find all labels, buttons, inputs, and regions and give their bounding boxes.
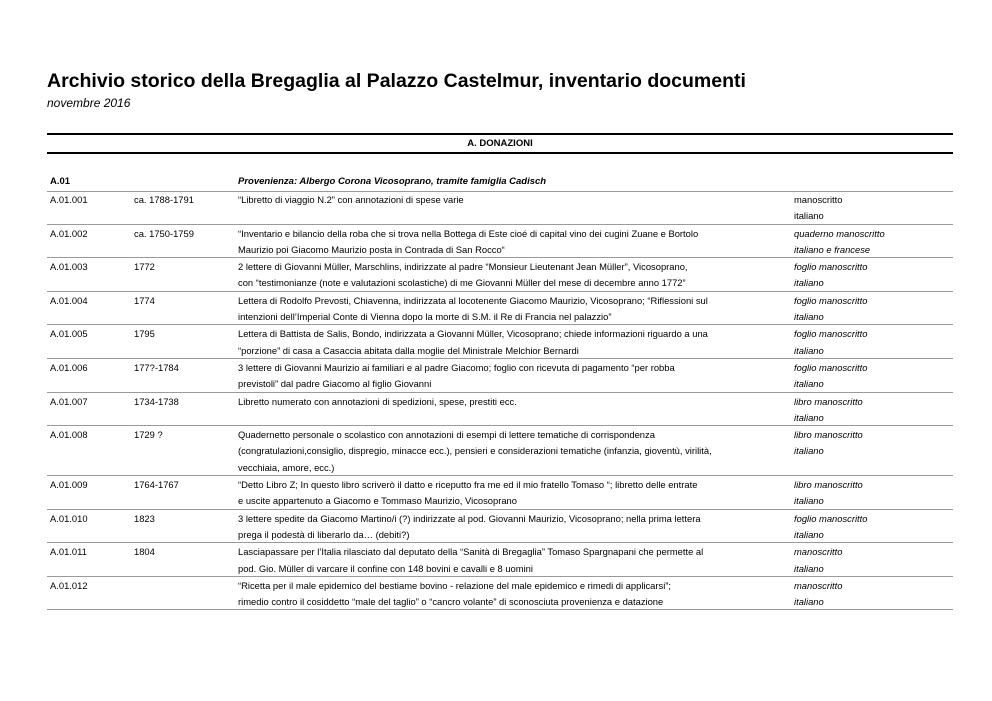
item-code: A.01.011 [50, 546, 87, 558]
item-description [238, 226, 786, 259]
item-type-language [794, 477, 954, 510]
item-type-language [794, 259, 954, 292]
item-language: italiano [794, 277, 824, 289]
item-code: A.01.008 [50, 429, 88, 441]
description-line: Lettera di Battista de Salis, Bondo, indirizzata a Giovanni Müller, Vicosoprano; chiede informazioni riguardo a una [238, 328, 708, 340]
item-type-language [794, 578, 954, 611]
item-description [238, 394, 786, 410]
description-line: e uscite appartenuto a Giacomo e Tommaso Maurizio, Vicosoprano [238, 495, 517, 507]
table-row [47, 543, 953, 577]
item-language: italiano [794, 411, 824, 423]
table-row [47, 292, 953, 326]
item-language: italiano [794, 344, 824, 356]
item-type: foglio manoscritto [794, 294, 868, 306]
inventory-table [47, 191, 953, 610]
description-line: previstoli” dal padre Giacomo al figlio Giovanni [238, 378, 432, 390]
item-date: ca. 1750-1759 [134, 227, 194, 239]
description-line: prega il podestà di liberarlo da… (debiti?) [238, 528, 410, 540]
table-row [47, 476, 953, 510]
item-type: libro manoscritto [794, 429, 863, 441]
item-description [238, 192, 786, 208]
section-header: A. DONAZIONI [47, 133, 953, 154]
document-subtitle: novembre 2016 [47, 96, 131, 110]
item-type-language [794, 394, 954, 427]
item-type: manoscritto [794, 194, 843, 205]
item-type-language [794, 360, 954, 393]
item-code: A.01.012 [50, 579, 88, 591]
item-code: A.01.003 [50, 261, 88, 273]
item-type: manoscritto [794, 579, 843, 591]
item-language: italiano [794, 528, 824, 540]
item-description [238, 427, 786, 476]
item-type-language [794, 326, 954, 359]
description-line: “Libretto di viaggio N.2” con annotazioni di spese varie [238, 194, 464, 205]
item-date: 1823 [134, 512, 155, 524]
group-header [47, 174, 953, 192]
table-row [47, 359, 953, 393]
item-description [238, 544, 786, 577]
item-language: italiano [794, 311, 824, 323]
item-description [238, 326, 786, 359]
description-line: Quadernetto personale o scolastico con annotazioni di esempi di lettere tematiche di corrispondenza [238, 429, 655, 441]
description-line: “Inventario e bilancio della roba che si trova nella Bottega di Este cioé di capital vino dei cugini Zuane e Bortolo [238, 227, 699, 239]
description-line: “porzione” di casa a Casaccia abitata dalla moglie del Ministrale Melchior Bernardi [238, 344, 579, 356]
item-type: libro manoscritto [794, 479, 863, 491]
item-type: foglio manoscritto [794, 328, 868, 340]
item-type-language [794, 192, 954, 225]
group-provenance: Provenienza: Albergo Corona Vicosoprano, tramite famiglia Cadisch [238, 176, 547, 187]
item-type: quaderno manoscritto [794, 227, 885, 239]
item-language: italiano [794, 596, 824, 608]
table-row [47, 426, 953, 476]
item-type: manoscritto [794, 546, 843, 558]
item-date: 177?-1784 [134, 361, 179, 373]
description-line: rimedio contro il cosiddetto “male del taglio” o “cancro volante” di sconosciuta provenienza e datazione [238, 596, 664, 608]
item-description [238, 360, 786, 393]
item-type-language [794, 544, 954, 577]
description-line: Maurizio poi Giacomo Maurizio posta in Contrada di San Rocco“ [238, 243, 505, 255]
item-code: A.01.004 [50, 294, 88, 306]
item-code: A.01.002 [50, 227, 88, 239]
item-type: libro manoscritto [794, 395, 863, 407]
item-type-language [794, 427, 954, 460]
description-line: “Ricetta per il male epidemico del bestiame bovino - relazione del male epidemico e rimedi di applicarsi”; [238, 579, 672, 591]
item-date: 1764-1767 [134, 479, 179, 491]
description-line: Lettera di Rodolfo Prevosti, Chiavenna, indirizzata al locotenente Giacomo Maurizio, Vicosoprano; “Riflessioni sul [238, 294, 708, 306]
item-code: A.01.001 [50, 194, 88, 205]
table-row [47, 393, 953, 427]
item-type-language [794, 226, 954, 259]
item-description [238, 578, 786, 611]
description-line: pod. Gio. Müller di varcare il confine con 148 bovini e cavalli e 8 uomini [238, 562, 533, 574]
item-type: foglio manoscritto [794, 361, 868, 373]
description-line: (congratulazioni,consiglio, dispregio, minacce ecc.), pensieri e considerazioni tematiche (infanzia, gioventù, virilità, [238, 445, 712, 457]
group-code: A.01 [50, 176, 71, 187]
description-line: vecchiaia, amore, ecc.) [238, 461, 335, 473]
item-language: italiano [794, 378, 824, 390]
item-type: foglio manoscritto [794, 261, 868, 273]
item-language: italiano [794, 495, 824, 507]
item-language: italiano [794, 445, 824, 457]
item-code: A.01.006 [50, 361, 88, 373]
item-type-language [794, 511, 954, 544]
document-title: Archivio storico della Bregaglia al Palazzo Castelmur, inventario documenti [47, 70, 746, 92]
table-row [47, 325, 953, 359]
item-code: A.01.005 [50, 328, 88, 340]
item-date: 1772 [134, 261, 155, 273]
table-row [47, 510, 953, 544]
item-code: A.01.010 [50, 512, 88, 524]
description-line: intenzioni dell’Imperial Conte di Vienna dopo la morte di S.M. il Re di Francia nel palazzio” [238, 311, 612, 323]
item-date: 1734-1738 [134, 395, 179, 407]
table-row [47, 577, 953, 611]
item-description [238, 511, 786, 544]
table-row [47, 258, 953, 292]
table-row [47, 225, 953, 259]
description-line: “Detto Libro Z; In questo libro scriverò il datto e riceputto fra me ed il mio fratello Tomaso “; libretto delle entrate [238, 479, 698, 491]
item-date: 1774 [134, 294, 155, 306]
item-date: 1795 [134, 328, 155, 340]
table-row [47, 191, 953, 225]
item-date: ca. 1788-1791 [134, 194, 194, 205]
item-description [238, 293, 786, 326]
item-language: italiano [794, 562, 824, 574]
item-language: italiano [794, 210, 824, 222]
description-line: Lasciapassare per l’Italia rilasciato dal deputato della “Sanità di Bregaglia” Tomaso Spargnapani che permette al [238, 546, 704, 558]
item-description [238, 259, 786, 292]
item-type: foglio manoscritto [794, 512, 868, 524]
item-language: italiano e francese [794, 243, 871, 255]
description-line: Libretto numerato con annotazioni di spedizioni, spese, prestiti ecc. [238, 395, 517, 407]
item-date: 1729 ? [134, 429, 163, 441]
item-date: 1804 [134, 546, 155, 558]
description-line: con “testimonianze (note e valutazioni scolastiche) di me Giovanni Müller del mese di decembre anno 1772” [238, 277, 686, 289]
item-code: A.01.009 [50, 479, 88, 491]
description-line: 3 lettere di Giovanni Maurizio ai familiari e al padre Giacomo; foglio con ricevuta di pagamento “per robba [238, 361, 675, 373]
description-line: 2 lettere di Giovanni Müller, Marschlins, indirizzate al padre “Monsieur Lieutenant Jean Müller”, Vicosoprano, [238, 261, 688, 273]
item-type-language [794, 293, 954, 326]
item-code: A.01.007 [50, 395, 88, 407]
item-description [238, 477, 786, 510]
description-line: 3 lettere spedite da Giacomo Martino/i (?) indirizzate al pod. Giovanni Maurizio, Vicosoprano; nella prima lettera [238, 512, 701, 524]
